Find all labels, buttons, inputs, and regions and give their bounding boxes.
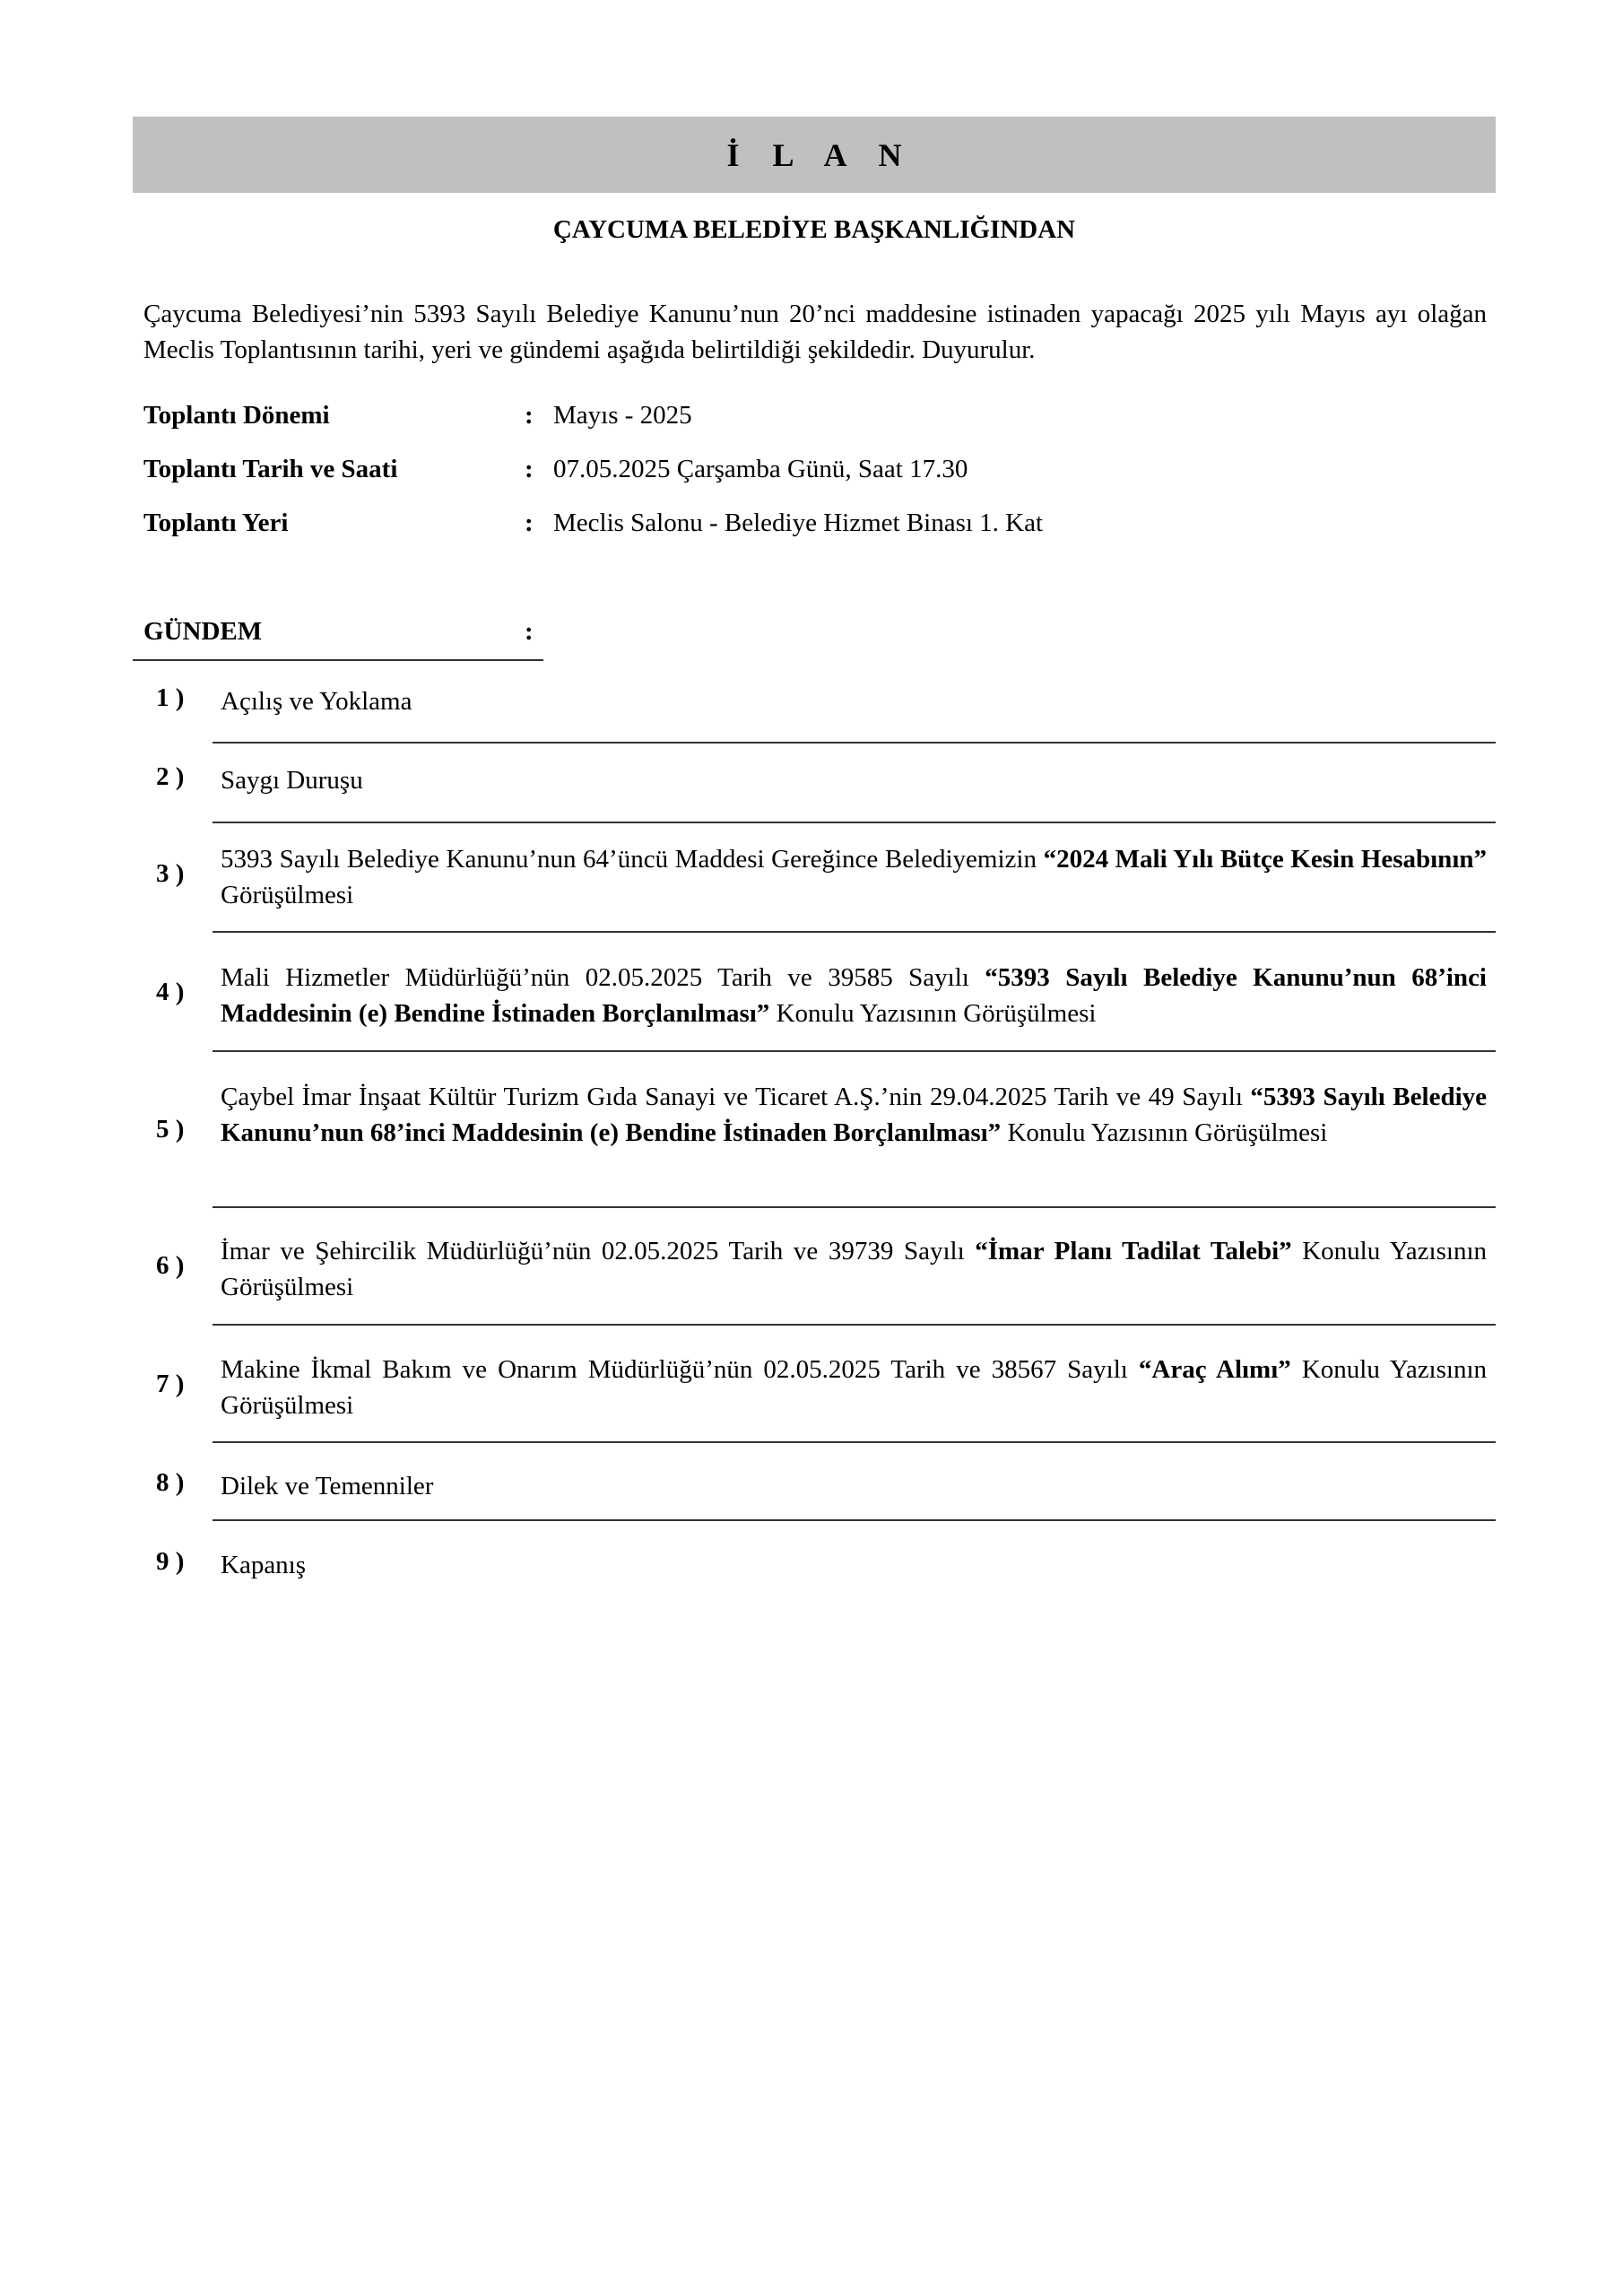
info-value: Meclis Salonu - Belediye Hizmet Binası 1. Kat — [553, 509, 1044, 537]
agenda-item-text-part: Saygı Duruşu — [221, 766, 363, 795]
agenda-item-subject: “Araç Alımı” — [1138, 1355, 1291, 1384]
agenda-item-text — [221, 960, 1487, 1031]
agenda-item-text — [221, 1468, 1487, 1504]
info-label: Toplantı Yeri — [143, 509, 289, 537]
agenda-item-number: 1 ) — [156, 683, 185, 712]
agenda-item-subject: “2024 Mali Yılı Bütçe Kesin Hesabının” — [1043, 845, 1487, 874]
agenda-item-divider — [213, 1441, 1496, 1443]
announcement-title: İ L A N — [726, 136, 915, 173]
intro-paragraph: Çaycuma Belediyesi’nin 5393 Sayılı Belediye Kanunu’nun 20’nci maddesine istinaden yapacağı 2025 yılı Mayıs ayı olağan Meclis Toplantısının tarihi, yeri ve gündemi aşağıda belirtildiği şekildedir. Duyurulur. — [143, 300, 1487, 364]
issuer-heading: ÇAYCUMA BELEDİYE BAŞKANLIĞINDAN — [552, 215, 1076, 244]
agenda-item-number: 7 ) — [156, 1370, 185, 1398]
agenda-item-text-part: Dilek ve Temenniler — [221, 1472, 434, 1500]
info-value: 07.05.2025 Çarşamba Günü, Saat 17.30 — [553, 455, 968, 483]
agenda-item-text-part: Konulu Yazısının Görüşülmesi — [221, 1237, 1488, 1301]
agenda-item-text-part: Makine İkmal Bakım ve Onarım Müdürlüğü’nün 02.05.2025 Tarih ve 38567 Sayılı — [221, 1355, 1139, 1384]
agenda-item-number: 4 ) — [156, 978, 185, 1006]
agenda-item-text-part: Konulu Yazısının Görüşülmesi — [1001, 1118, 1328, 1147]
agenda-item-number: 6 ) — [156, 1251, 185, 1280]
agenda-item-text — [221, 1233, 1487, 1305]
agenda-item-text-part: İmar ve Şehircilik Müdürlüğü’nün 02.05.2025 Tarih ve 39739 Sayılı — [221, 1237, 976, 1265]
agenda-item-text-part: Görüşülmesi — [221, 881, 354, 909]
agenda-item-text-part: Açılış ve Yoklama — [221, 687, 412, 716]
agenda-heading-rule — [133, 659, 543, 661]
info-label: Toplantı Dönemi — [143, 401, 330, 430]
agenda-separator: : — [525, 617, 534, 646]
agenda-item-text-part: Konulu Yazısının Görüşülmesi — [221, 1355, 1488, 1420]
agenda-item-text — [221, 683, 1487, 719]
agenda-item-text — [221, 841, 1487, 913]
agenda-item-subject: “5393 Sayılı Belediye Kanunu’nun 68’inci Maddesinin (e) Bendine İstinaden Borçlanılması” — [221, 1083, 1487, 1147]
agenda-item-text-part: Çaybel İmar İnşaat Kültür Turizm Gıda Sanayi ve Ticaret A.Ş.’nin 29.04.2025 Tarih ve 49 Sayılı — [221, 1083, 1251, 1111]
agenda-item-number: 2 ) — [156, 762, 185, 791]
agenda-item-subject: “5393 Sayılı Belediye Kanunu’nun 68’inci Maddesinin (e) Bendine İstinaden Borçlanılması” — [221, 963, 1487, 1028]
agenda-item-divider — [213, 1050, 1496, 1052]
agenda-item-text — [221, 1547, 1487, 1583]
info-value: Mayıs - 2025 — [553, 401, 692, 430]
info-label: Toplantı Tarih ve Saati — [143, 455, 398, 483]
announcement-title-bar — [133, 117, 1496, 193]
agenda-item-text-part: Kapanış — [221, 1551, 307, 1579]
agenda-item-number: 5 ) — [156, 1115, 185, 1144]
info-separator: : — [525, 401, 534, 430]
info-separator: : — [525, 509, 534, 537]
agenda-item-text — [221, 1079, 1487, 1151]
agenda-item-divider — [213, 931, 1496, 933]
agenda-heading: GÜNDEM — [143, 617, 263, 646]
agenda-item-text-part: Konulu Yazısının Görüşülmesi — [769, 999, 1097, 1028]
agenda-item-divider — [213, 1206, 1496, 1208]
agenda-item-divider — [213, 742, 1496, 744]
agenda-item-text — [221, 1352, 1487, 1423]
agenda-item-text-part: 5393 Sayılı Belediye Kanunu’nun 64’üncü Maddesi Gereğince Belediyemizin — [221, 845, 1044, 874]
agenda-item-text — [221, 762, 1487, 798]
agenda-item-text-part: Mali Hizmetler Müdürlüğü’nün 02.05.2025 Tarih ve 39585 Sayılı — [221, 963, 985, 992]
agenda-item-divider — [213, 1519, 1496, 1521]
agenda-item-number: 9 ) — [156, 1547, 185, 1576]
info-separator: : — [525, 455, 534, 483]
agenda-item-divider — [213, 1324, 1496, 1326]
agenda-item-subject: “İmar Planı Tadilat Talebi” — [975, 1237, 1292, 1265]
agenda-item-divider — [213, 822, 1496, 823]
agenda-item-number: 8 ) — [156, 1468, 185, 1497]
agenda-item-number: 3 ) — [156, 859, 185, 888]
